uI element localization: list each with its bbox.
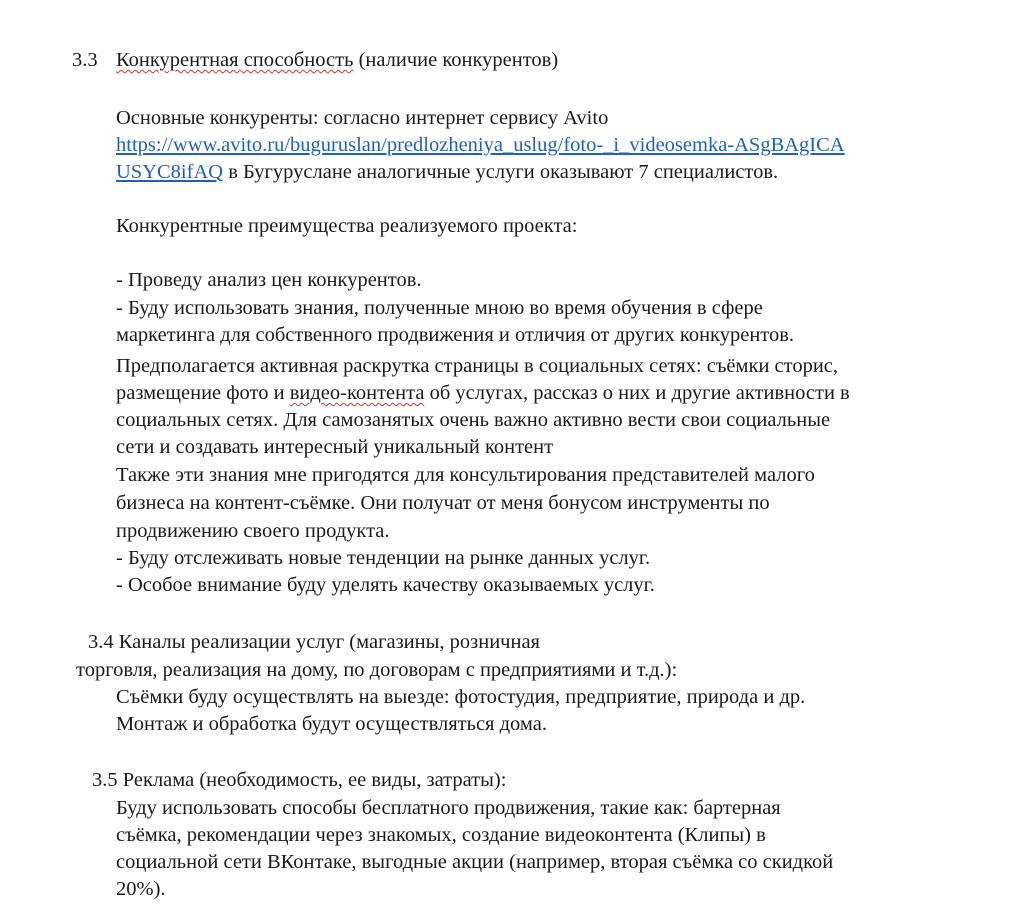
section-3-3-number: 3.3	[72, 49, 98, 71]
avito-link-continued[interactable]: USYC8ifAQ	[116, 161, 224, 183]
advertising-line: съёмка, рекомендации через знакомых, создание видеоконтента (Клипы) в	[116, 824, 766, 846]
advantage-line: - Буду использовать знания, полученные мною во время обучения в сфере	[116, 297, 763, 319]
channels-line: Съёмки буду осуществлять на выезде: фотостудия, предприятие, природа и др.	[116, 686, 806, 708]
section-3-4-heading: 3.4 Каналы реализации услуг (магазины, розничная	[88, 631, 540, 653]
advertising-line: Буду использовать способы бесплатного продвижения, такие как: бартерная	[116, 797, 781, 819]
advantage-line: Также эти знания мне пригодятся для консультирования представителей малого	[116, 464, 815, 486]
advantage-line: социальных сетях. Для самозанятых очень важно активно вести свои социальные	[116, 409, 831, 431]
advantage-line: бизнеса на контент-съёмке. Они получат от меня бонусом инструменты по	[116, 492, 770, 514]
section-3-5-heading: 3.5 Реклама (необходимость, ее виды, затраты):	[92, 769, 507, 791]
advantage-line: - Особое внимание буду уделять качеству оказываемых услуг.	[116, 574, 655, 596]
channels-line: Монтаж и обработка будут осуществляться дома.	[116, 713, 547, 735]
advantage-line: сети и создавать интересный уникальный контент	[116, 436, 554, 458]
advantage-line: маркетинга для собственного продвижения и отличия от других конкурентов.	[116, 324, 795, 346]
video-line-after: об услугах, рассказ о них и другие активности в	[424, 382, 850, 404]
avito-link[interactable]: https://www.avito.ru/buguruslan/predlozheniya_uslug/foto-_i_videosemka-ASgBAgICA	[116, 134, 845, 156]
competitors-count-text: в Бугуруслане аналогичные услуги оказывают 7 специалистов.	[223, 161, 779, 183]
advantage-line-video	[116, 379, 850, 407]
section-3-3-heading	[72, 46, 558, 74]
section-3-3-title-suffix: (наличие конкурентов)	[353, 49, 559, 71]
advantage-line: - Проведу анализ цен конкурентов.	[116, 269, 422, 291]
advertising-line: 20%).	[116, 878, 166, 900]
section-3-4-heading-continued: торговля, реализация на дому, по договорам с предприятиями и т.д.):	[76, 659, 678, 681]
section-3-3-title: Конкурентная способность	[116, 49, 354, 71]
video-content-word: видео-контента	[289, 382, 425, 404]
video-line-before: размещение фото и	[116, 382, 290, 404]
competitors-count-line	[116, 158, 778, 186]
advertising-line: социальной сети ВКонтаке, выгодные акции (например, вторая съёмка со скидкой	[116, 851, 834, 873]
advantage-line: - Буду отслеживать новые тенденции на рынке данных услуг.	[116, 547, 651, 569]
avito-link-line-1[interactable]	[116, 131, 845, 159]
advantages-heading: Конкурентные преимущества реализуемого проекта:	[116, 215, 578, 237]
advantage-line: Предполагается активная раскрутка страницы в социальных сетях: съёмки сторис,	[116, 355, 839, 377]
competitors-intro: Основные конкуренты: согласно интернет сервису Avito	[116, 107, 609, 129]
advantage-line: продвижению своего продукта.	[116, 520, 390, 542]
